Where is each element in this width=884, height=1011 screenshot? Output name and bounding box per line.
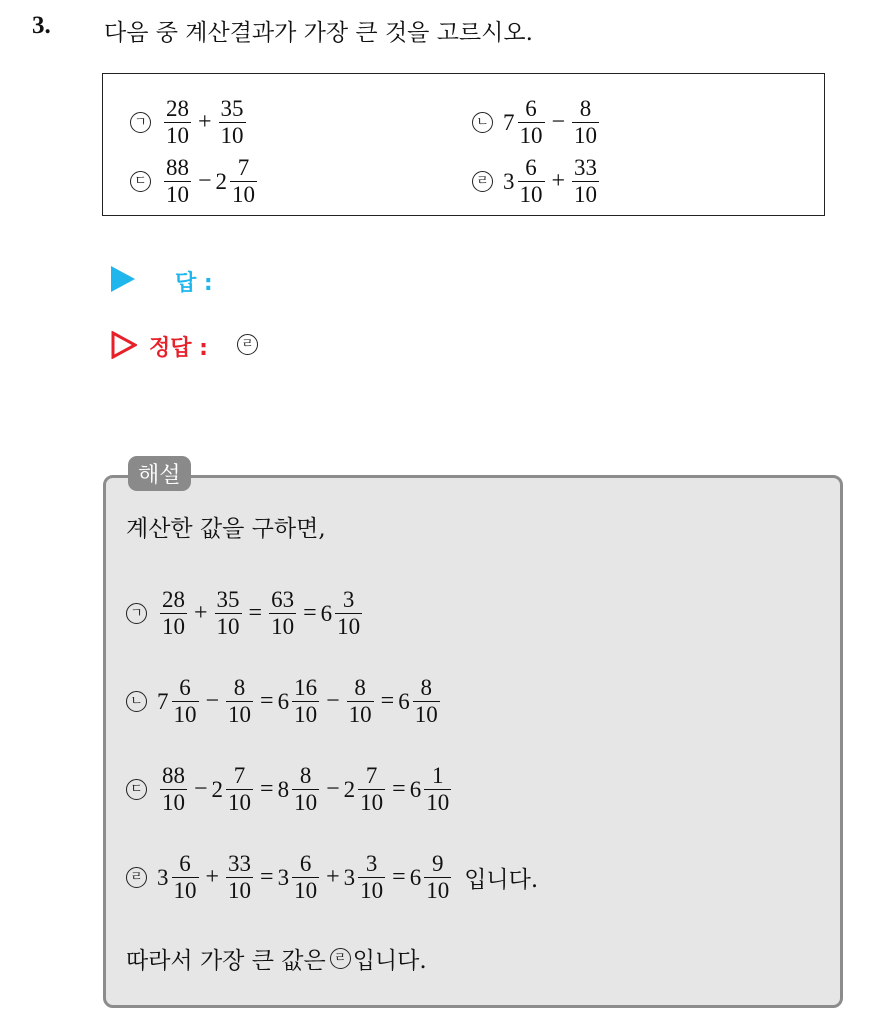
fraction [215,588,242,639]
denominator: 10 [162,614,185,640]
fraction [226,764,253,815]
numerator: 35 [216,587,240,612]
fraction [219,97,246,148]
fraction [226,852,253,903]
operator: = [248,600,263,627]
correct-answer-arrow-icon [111,331,137,359]
circle-mark: ㄹ [472,171,493,192]
numerator: 88 [166,155,189,180]
conclusion-mark: ㄹ [330,948,351,969]
numerator: 7 [233,763,246,788]
denominator: 10 [166,182,189,208]
whole-number: 7 [503,109,515,135]
numerator: 8 [420,675,432,700]
operator: = [260,776,274,803]
whole-number: 2 [211,776,224,802]
numerator: 6 [179,851,191,876]
numerator: 63 [271,587,295,612]
correct-answer-value [237,333,268,355]
numerator: 6 [299,851,312,876]
fraction [160,588,187,639]
denominator: 10 [294,878,318,904]
correct-answer-mark: ㄹ [237,334,258,355]
numerator: 28 [166,96,189,121]
choice-4[interactable] [472,156,602,207]
denominator: 10 [426,790,450,816]
fraction [358,852,385,903]
fraction [164,156,191,207]
fraction [572,97,599,148]
denominator: 10 [232,182,256,208]
operator: − [326,776,340,803]
numerator: 3 [342,587,355,612]
whole-number: 3 [157,864,169,890]
explanation-line-2 [126,676,443,727]
numerator: 8 [354,675,366,700]
explanation-tag: 해설 [128,456,191,491]
operator: = [260,688,274,715]
denominator: 10 [173,702,197,728]
fraction [518,156,545,207]
operator: − [194,776,208,803]
explanation-intro: 계산한 값을 구하면, [126,516,326,542]
operator: = [380,688,395,715]
denominator: 10 [162,790,185,816]
circle-mark: ㄱ [126,603,147,624]
fraction [292,764,319,815]
fraction [172,852,199,903]
denominator: 10 [519,123,543,149]
line-suffix: 입니다. [464,867,539,894]
fraction [424,852,451,903]
whole-number: 7 [157,688,169,714]
answer-arrow-icon [111,266,135,292]
numerator: 6 [525,155,537,180]
numerator: 28 [162,587,185,612]
denominator: 10 [426,878,450,904]
operator: − [198,168,212,195]
operator: + [194,600,208,627]
fraction [160,764,187,815]
conclusion-suffix: 입니다. [352,948,427,974]
numerator: 8 [299,763,312,788]
fraction [164,97,191,148]
whole-number: 6 [409,864,422,890]
explanation-line-3 [126,764,454,815]
fraction [172,676,199,727]
conclusion-text: 따라서 가장 큰 값은 [126,948,326,974]
explanation-box [103,475,843,1008]
numerator: 88 [162,763,185,788]
whole-number: 6 [320,600,333,626]
whole-number: 8 [277,776,290,802]
numerator: 6 [525,96,537,121]
operator: = [392,864,406,891]
operator: = [392,776,406,803]
denominator: 10 [228,790,252,816]
denominator: 10 [216,614,240,640]
denominator: 10 [294,790,318,816]
correct-answer-label: 정답 : [149,336,208,361]
circle-mark: ㄷ [130,171,151,192]
denominator: 10 [220,123,244,149]
fraction [292,852,319,903]
denominator: 10 [360,878,384,904]
operator: = [260,864,274,891]
fraction [347,676,374,727]
numerator: 3 [365,851,378,876]
numerator: 7 [237,155,250,180]
numerator: 8 [233,675,246,700]
circle-mark: ㄹ [126,867,147,888]
question-number: 3. [32,12,51,39]
denominator: 10 [337,614,361,640]
fraction [226,676,253,727]
circle-mark: ㄴ [472,112,493,133]
denominator: 10 [166,123,189,149]
fraction [269,588,296,639]
answer-label: 답 : [175,271,213,296]
whole-number: 3 [277,864,290,890]
numerator: 7 [365,763,378,788]
denominator: 10 [360,790,384,816]
operator: + [205,864,220,891]
explanation-line-1 [126,588,365,639]
denominator: 10 [294,702,318,728]
operator: − [326,688,340,715]
fraction [230,156,257,207]
denominator: 10 [173,878,197,904]
whole-number: 3 [503,168,515,194]
whole-number: 6 [398,688,410,714]
operator: + [326,864,340,891]
explanation-line-4 [126,852,538,903]
numerator: 1 [431,763,444,788]
numerator: 8 [579,96,592,121]
choice-1[interactable] [130,97,249,148]
explanation-conclusion [126,942,427,975]
numerator: 33 [228,851,252,876]
operator: + [551,168,566,195]
whole-number: 6 [277,688,290,714]
fraction [358,764,385,815]
whole-number: 3 [343,864,356,890]
numerator: 35 [220,96,244,121]
whole-number: 6 [409,776,422,802]
choice-2[interactable] [472,97,602,148]
question-text: 다음 중 계산결과가 가장 큰 것을 고르시오. [104,20,533,46]
circle-mark: ㄴ [126,691,147,712]
fraction [572,156,599,207]
operator: = [303,600,317,627]
numerator: 33 [574,155,598,180]
denominator: 10 [348,702,372,728]
fraction [413,676,440,727]
numerator: 16 [294,675,318,700]
numerator: 9 [431,851,444,876]
denominator: 10 [414,702,438,728]
whole-number: 2 [343,776,356,802]
fraction [335,588,362,639]
operator: + [198,109,212,136]
denominator: 10 [574,182,598,208]
choice-3[interactable] [130,156,260,207]
denominator: 10 [228,702,252,728]
denominator: 10 [271,614,295,640]
denominator: 10 [228,878,252,904]
fraction [518,97,545,148]
numerator: 6 [179,675,191,700]
operator: − [551,109,566,136]
circle-mark: ㄱ [130,112,151,133]
denominator: 10 [574,123,598,149]
operator: − [205,688,220,715]
whole-number: 2 [215,168,228,194]
circle-mark: ㄷ [126,779,147,800]
fraction [424,764,451,815]
denominator: 10 [519,182,543,208]
fraction [292,676,319,727]
